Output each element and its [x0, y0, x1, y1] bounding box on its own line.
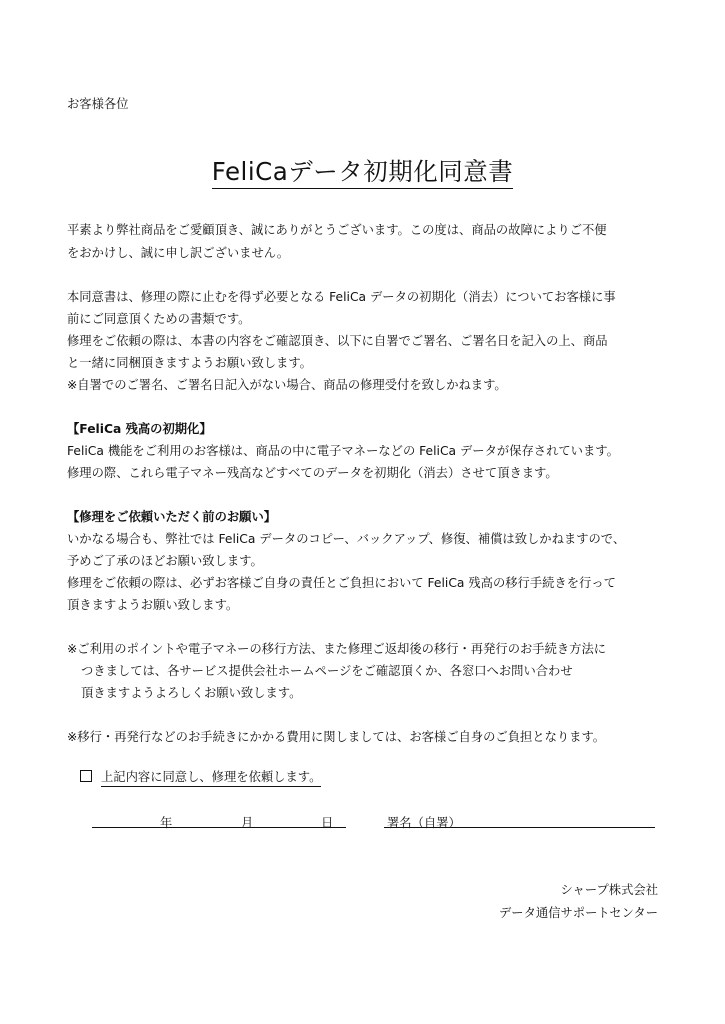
- year-label: 年: [160, 816, 173, 830]
- section-heading-request: 【修理をご依頼いただく前のお願い】: [67, 510, 277, 524]
- section2-line-4: 頂きますようお願い致します。: [67, 598, 239, 612]
- salutation: お客様各位: [67, 97, 129, 111]
- section1-line-1: FeliCa 機能をご利用のお客様は、商品の中に電子マネーなどの FeliCa データが保存されています。: [67, 444, 619, 458]
- intro-line-1: 平素より弊社商品をご愛顧頂き、誠にありがとうございます。この度は、商品の故障によりご不便: [67, 223, 607, 237]
- note1-line-3: 頂きますようよろしくお願い致します。: [81, 686, 302, 700]
- purpose-line-5: ※自署でのご署名、ご署名日記入がない場合、商品の修理受付を致しかねます。: [67, 378, 507, 392]
- signature-field-line[interactable]: [384, 827, 655, 828]
- day-label: 日: [321, 816, 334, 830]
- note2: ※移行・再発行などのお手続きにかかる費用に関しましては、お客様ご自身のご負担となります。: [67, 730, 606, 744]
- consent-label: 上記内容に同意し、修理を依頼します。: [101, 770, 321, 787]
- intro-line-2: をおかけし、誠に申し訳ございません。: [67, 246, 290, 260]
- section1-line-2: 修理の際、これら電子マネー残高などすべてのデータを初期化（消去）させて頂きます。: [67, 466, 558, 480]
- company-name: シャープ株式会社: [560, 883, 658, 897]
- purpose-line-3: 修理をご依頼の際は、本書の内容をご確認頂き、以下に自署でご署名、ご署名日を記入の上、商品: [67, 334, 608, 348]
- consent-row[interactable]: [80, 770, 321, 783]
- section-heading-felica-balance: 【FeliCa 残高の初期化】: [67, 422, 212, 436]
- department-name: データ通信サポートセンター: [499, 906, 658, 920]
- consent-checkbox[interactable]: [80, 770, 92, 782]
- section2-line-2: 予めご了承のほどお願い致します。: [67, 554, 263, 568]
- signature-label: 署名（自署）: [387, 816, 461, 830]
- month-label: 月: [241, 816, 254, 830]
- purpose-line-4: と一緒に同梱頂きますようお願い致します。: [67, 356, 312, 370]
- document-title: FeliCaデータ初期化同意書: [0, 160, 725, 185]
- section2-line-3: 修理をご依頼の際は、必ずお客様ご自身の責任とご負担において FeliCa 残高の移行手続きを行って: [67, 576, 616, 590]
- purpose-line-1: 本同意書は、修理の際に止むを得ず必要となる FeliCa データの初期化（消去）についてお客様に事: [67, 290, 616, 304]
- purpose-line-2: 前にご同意頂くための書類です。: [67, 312, 251, 326]
- note1-line-1: ※ご利用のポイントや電子マネーの移行方法、また修理ご返却後の移行・再発行のお手続き方法に: [67, 642, 607, 656]
- section2-line-1: いかなる場合も、弊社では FeliCa データのコピー、バックアップ、修復、補償は致しかねますので、: [67, 532, 626, 546]
- date-field-line[interactable]: [92, 827, 346, 828]
- note1-line-2: つきましては、各サービス提供会社ホームページをご確認頂くか、各窓口へお問い合わせ: [81, 664, 573, 678]
